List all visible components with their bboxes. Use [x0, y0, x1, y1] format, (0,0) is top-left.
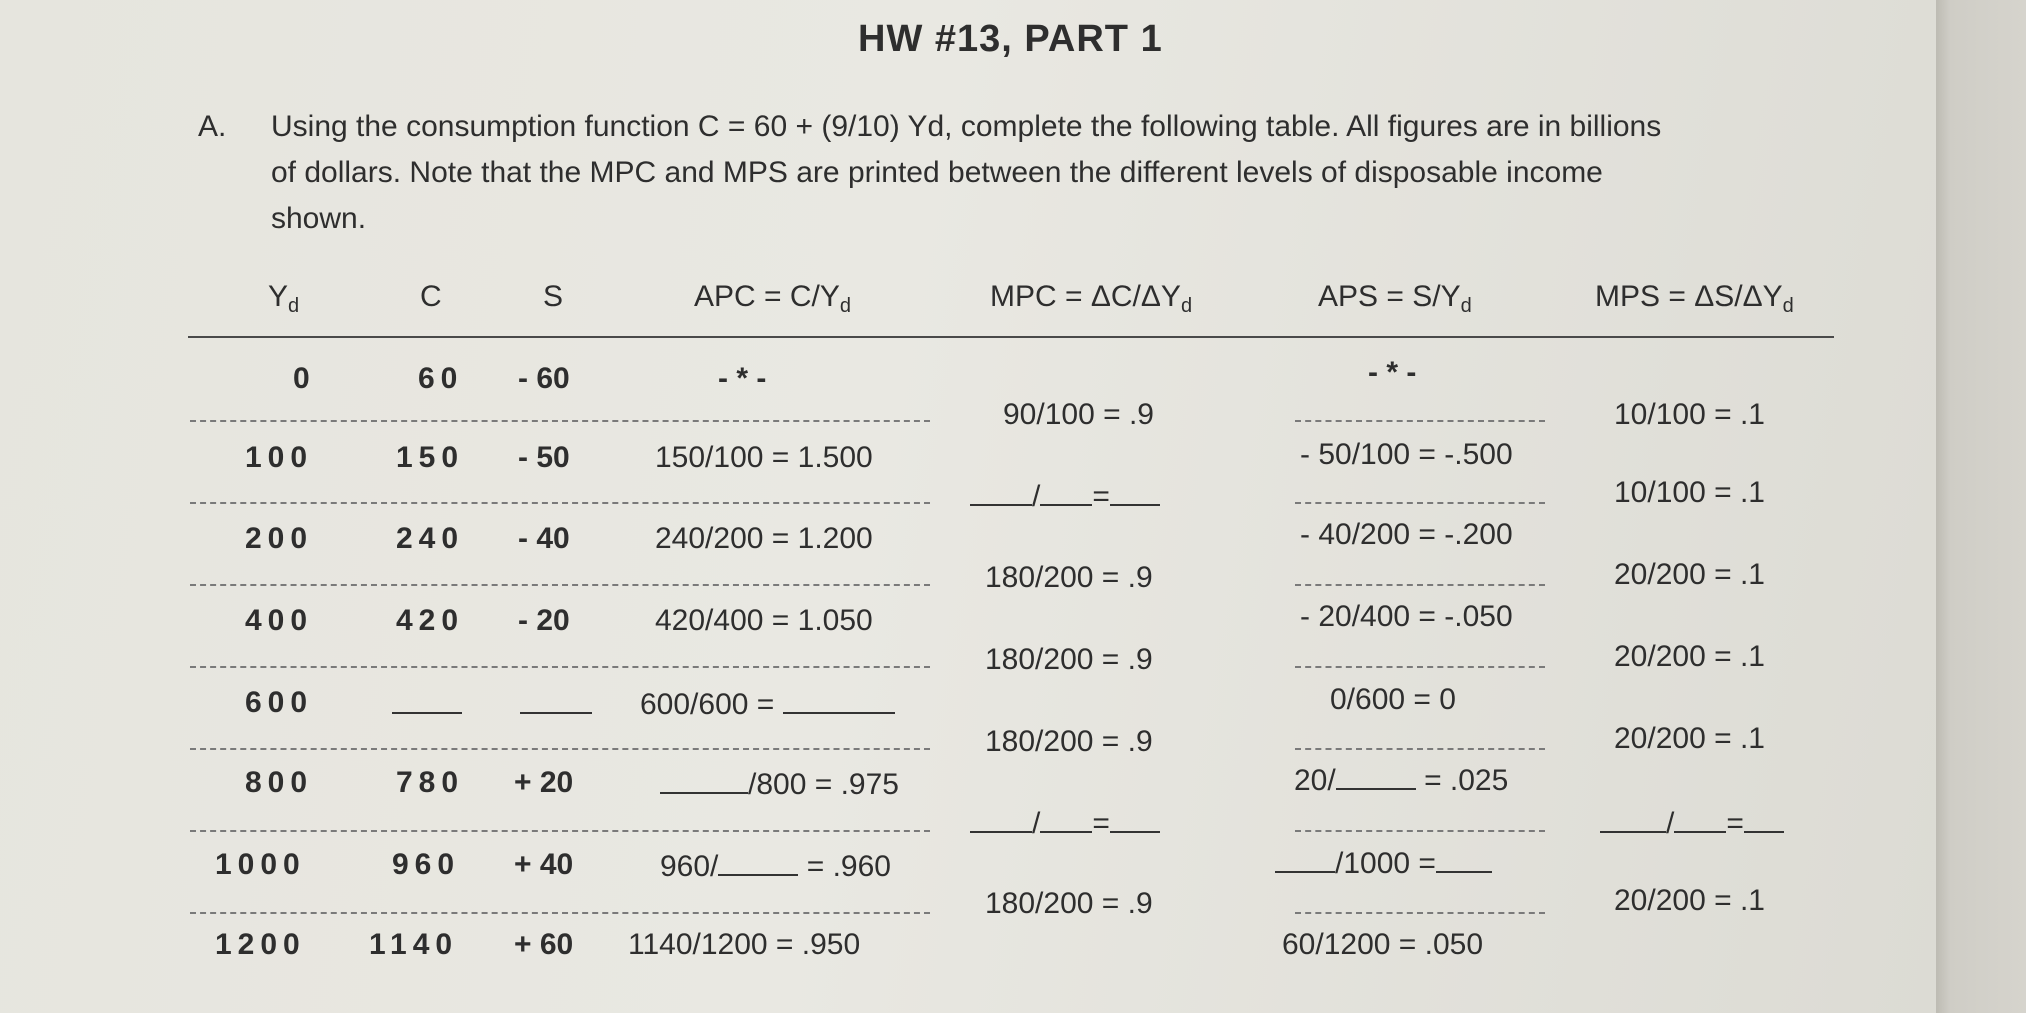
header-c: C: [420, 280, 442, 313]
row-aps: - * -: [1368, 356, 1417, 389]
aps-separator: [1295, 666, 1545, 668]
row-c: 150: [396, 441, 465, 474]
question-letter: A.: [198, 110, 227, 143]
row-aps: 0/600 = 0: [1330, 683, 1456, 716]
row-s: - 20: [518, 604, 570, 637]
left-separator: [190, 502, 930, 504]
header-yd: $Y_d$: [268, 280, 300, 317]
row-s: - 60: [518, 362, 570, 395]
c-blank[interactable]: [392, 686, 462, 722]
row-yd: 100: [245, 441, 314, 474]
header-aps: APS = $S/Y_d$: [1318, 280, 1472, 317]
aps-separator: [1295, 420, 1545, 422]
row-yd: 400: [245, 604, 314, 637]
row-c: 420: [396, 604, 465, 637]
row-c: 1140: [369, 928, 459, 961]
row-yd: 0: [293, 362, 310, 395]
row-apc: 150/100 = 1.500: [655, 441, 873, 474]
row-s: - 50: [518, 441, 570, 474]
row-c: 240: [396, 522, 465, 555]
mpc-value: 90/100 = .9: [1003, 398, 1154, 431]
row-apc: - * -: [718, 362, 767, 395]
left-separator: [190, 420, 930, 422]
s-blank[interactable]: [520, 686, 592, 722]
mpc-value: 180/200 = .9: [985, 643, 1153, 676]
row-c: 780: [396, 766, 465, 799]
row-yd: 200: [245, 522, 314, 555]
header-s: S: [543, 280, 564, 313]
row-apc: 1140/1200 = .950: [628, 928, 861, 961]
row-s: + 40: [514, 848, 574, 881]
instruction-line-2: of dollars. Note that the MPC and MPS are printed between the different levels of disposable income: [271, 156, 1603, 189]
mps-value: 20/200 = .1: [1614, 640, 1765, 673]
row-c: 960: [392, 848, 461, 881]
mpc-value: 180/200 = .9: [985, 725, 1153, 758]
header-apc: APC = $C/Y_d$: [694, 280, 852, 317]
aps-separator: [1295, 830, 1545, 832]
mpc-blank[interactable]: / =: [970, 478, 1160, 514]
row-apc: 420/400 = 1.050: [655, 604, 873, 637]
instruction-line-3: shown.: [271, 202, 367, 235]
row-s: + 60: [514, 928, 574, 961]
aps-separator: [1295, 912, 1545, 914]
row-yd: 800: [245, 766, 314, 799]
mpc-value: 180/200 = .9: [985, 561, 1153, 594]
mps-value: 20/200 = .1: [1614, 558, 1765, 591]
left-separator: [190, 748, 930, 750]
row-aps: 60/1200 = .050: [1282, 928, 1484, 961]
row-aps[interactable]: 20/ = .025: [1294, 764, 1509, 797]
row-aps[interactable]: /1000 =: [1275, 845, 1492, 881]
mps-value: 10/100 = .1: [1614, 476, 1765, 509]
row-aps: - 40/200 = -.200: [1300, 518, 1513, 551]
aps-separator: [1295, 584, 1545, 586]
row-apc[interactable]: 600/600 =: [640, 686, 895, 722]
row-c: 60: [418, 362, 464, 395]
row-apc[interactable]: /800 = .975: [660, 766, 899, 802]
left-separator: [190, 912, 930, 914]
instruction-line-1: Using the consumption function C = 60 + (9/10) Yd, complete the following table. All figures are in billions: [271, 110, 1662, 143]
page-edge: [1936, 0, 2026, 1013]
row-apc: 240/200 = 1.200: [655, 522, 873, 555]
row-aps: - 50/100 = -.500: [1300, 438, 1513, 471]
mps-value: 10/100 = .1: [1614, 398, 1765, 431]
row-yd: 600: [245, 686, 314, 719]
aps-separator: [1295, 502, 1545, 504]
row-yd: 1200: [215, 928, 306, 961]
mps-value: 20/200 = .1: [1614, 884, 1765, 917]
row-apc[interactable]: 960/ = .960: [660, 850, 891, 883]
row-s: + 20: [514, 766, 574, 799]
left-separator: [190, 666, 930, 668]
header-mpc: MPC = $\Delta C/\Delta Y_d$: [990, 280, 1193, 317]
aps-separator: [1295, 748, 1545, 750]
row-aps: - 20/400 = -.050: [1300, 600, 1513, 633]
row-yd: 1000: [215, 848, 306, 881]
row-s: - 40: [518, 522, 570, 555]
left-separator: [190, 830, 930, 832]
left-separator: [190, 584, 930, 586]
header-mps: MPS = $\Delta S/\Delta Y_d$: [1595, 280, 1794, 317]
mps-value: 20/200 = .1: [1614, 722, 1765, 755]
page-title: HW #13, PART 1: [858, 18, 1163, 60]
mpc-value: 180/200 = .9: [985, 887, 1153, 920]
mps-blank[interactable]: / =: [1600, 805, 1784, 841]
mpc-blank[interactable]: / =: [970, 805, 1160, 841]
header-rule: [188, 336, 1834, 338]
